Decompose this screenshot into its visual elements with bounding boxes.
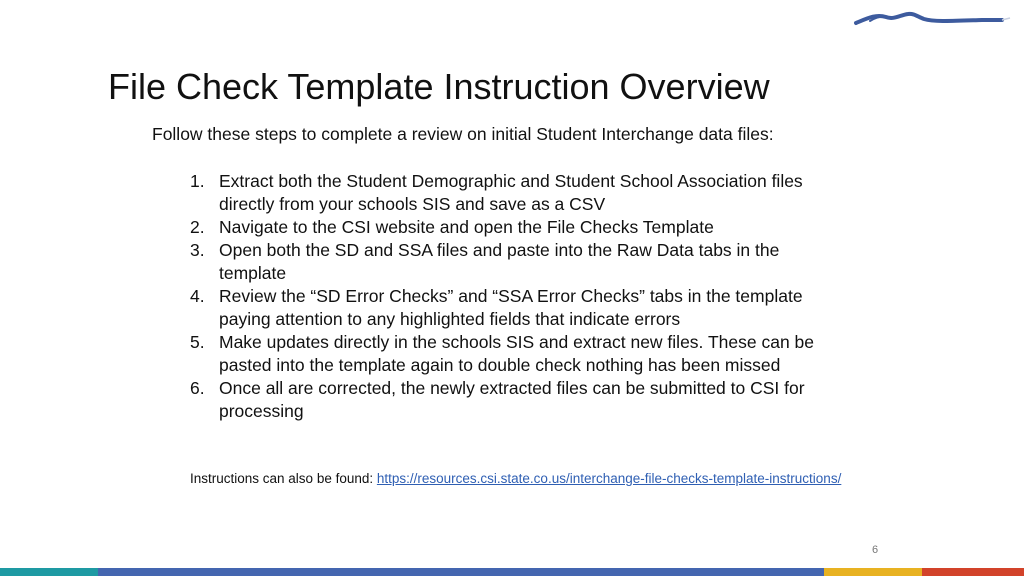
instructions-label: Instructions can also be found: <box>190 471 377 486</box>
step-text-continued: pasted into the template again to double check nothing has been missed <box>219 355 781 375</box>
step-number: 1. <box>190 171 205 191</box>
step-text: Extract both the Student Demographic and Student School Association files <box>219 171 803 191</box>
mountain-logo-icon <box>852 6 1012 30</box>
step-number: 4. <box>190 286 205 306</box>
bottom-color-bar <box>0 568 1024 576</box>
step-text: Once all are corrected, the newly extracted files can be submitted to CSI for <box>219 378 805 398</box>
step-item <box>190 377 890 423</box>
step-number: 5. <box>190 332 205 352</box>
step-number: 3. <box>190 240 205 260</box>
step-number: 6. <box>190 378 205 398</box>
step-number: 2. <box>190 217 205 237</box>
bar-segment-teal <box>0 568 98 576</box>
step-text: Open both the SD and SSA files and paste into the Raw Data tabs in the <box>219 240 780 260</box>
step-item <box>190 239 890 285</box>
step-text: Navigate to the CSI website and open the File Checks Template <box>219 217 714 237</box>
steps-list <box>190 170 890 423</box>
step-text-continued: template <box>219 263 287 283</box>
step-item <box>190 285 890 331</box>
step-text-continued: paying attention to any highlighted fields that indicate errors <box>219 309 681 329</box>
page-number: 6 <box>872 544 879 556</box>
bar-segment-yellow <box>824 568 922 576</box>
bar-segment-blue <box>98 568 824 576</box>
step-text-continued: processing <box>219 401 304 421</box>
step-text: Make updates directly in the schools SIS and extract new files. These can be <box>219 332 814 352</box>
step-item <box>190 331 890 377</box>
bar-segment-red <box>922 568 1024 576</box>
instructions-link[interactable]: https://resources.csi.state.co.us/interchange-file-checks-template-instructions/ <box>376 471 842 486</box>
instructions-note <box>190 470 850 488</box>
intro-text: Follow these steps to complete a review on initial Student Interchange data files: <box>152 124 774 144</box>
step-text: Review the “SD Error Checks” and “SSA Error Checks” tabs in the template <box>219 286 803 306</box>
step-item <box>190 216 890 239</box>
step-item <box>190 170 890 216</box>
slide-title: File Check Template Instruction Overview <box>108 66 770 107</box>
step-text-continued: directly from your schools SIS and save as a CSV <box>219 194 606 214</box>
